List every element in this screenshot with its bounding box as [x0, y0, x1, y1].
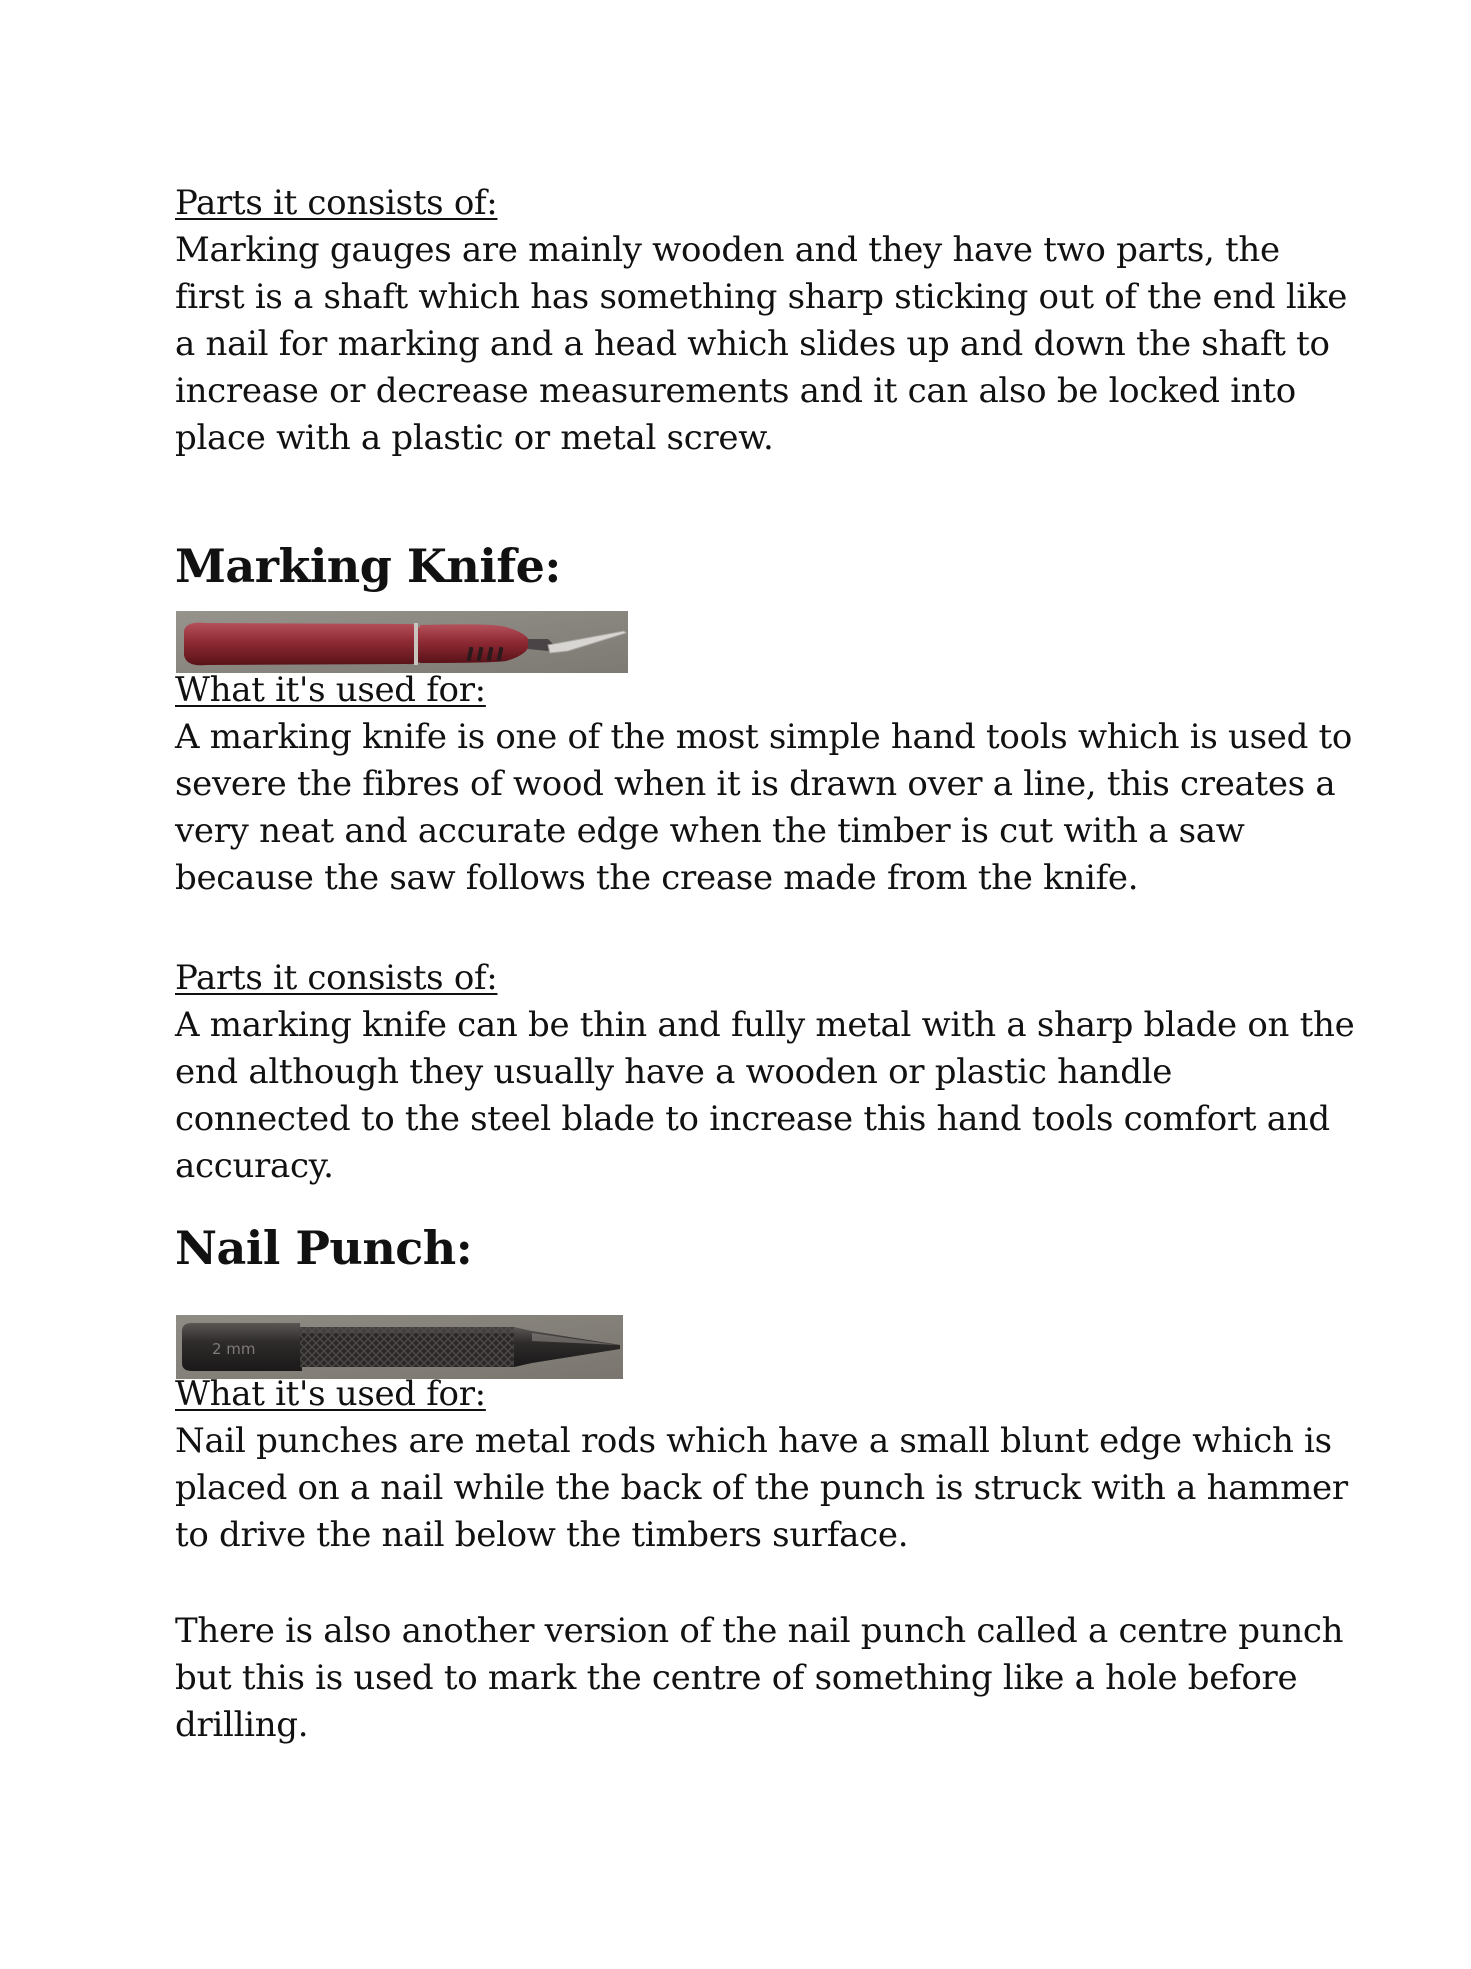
nail-punch-heading: Nail Punch: [175, 1221, 473, 1275]
punch-used-section [175, 1371, 1355, 1559]
knife-used-text: A marking knife is one of the most simple hand tools which is used to severe the fibres of wood when it is drawn over a line, this creates a very neat and accurate edge when the timber is cut with a saw because the saw follows the crease made from the knife. [175, 717, 1353, 898]
punch-used-label: What it's used for: [175, 1374, 486, 1414]
knife-parts-text: A marking knife can be thin and fully metal with a sharp blade on the end although they usually have a wooden or plastic handle connected to the steel blade to increase this hand tools comfort and accuracy. [175, 1005, 1355, 1186]
marking-knife-heading: Marking Knife: [175, 539, 561, 593]
gauge-parts-text: Marking gauges are mainly wooden and they have two parts, the first is a shaft which has something sharp sticking out of the end like a nail for marking and a head which slides up and down the shaft to increase or decrease measurements and it can also be locked into place with a plastic or metal screw. [175, 230, 1348, 458]
knife-used-section [175, 667, 1355, 902]
knife-parts-section [175, 955, 1355, 1190]
gauge-parts-section [175, 180, 1355, 462]
knife-used-label: What it's used for: [175, 670, 486, 710]
punch-extra-text: There is also another version of the nail punch called a centre punch but this is used to mark the centre of something like a hole before drilling. [175, 1611, 1344, 1745]
knife-parts-label: Parts it consists of: [175, 958, 498, 998]
punch-extra-section [175, 1608, 1355, 1749]
nail-punch-photo [176, 1315, 623, 1379]
punch-used-text: Nail punches are metal rods which have a small blunt edge which is placed on a nail while the back of the punch is struck with a hammer to drive the nail below the timbers surface. [175, 1421, 1348, 1555]
marking-knife-photo [176, 611, 628, 673]
punch-engraving: 2 mm [212, 1340, 256, 1358]
gauge-parts-label: Parts it consists of: [175, 183, 498, 223]
